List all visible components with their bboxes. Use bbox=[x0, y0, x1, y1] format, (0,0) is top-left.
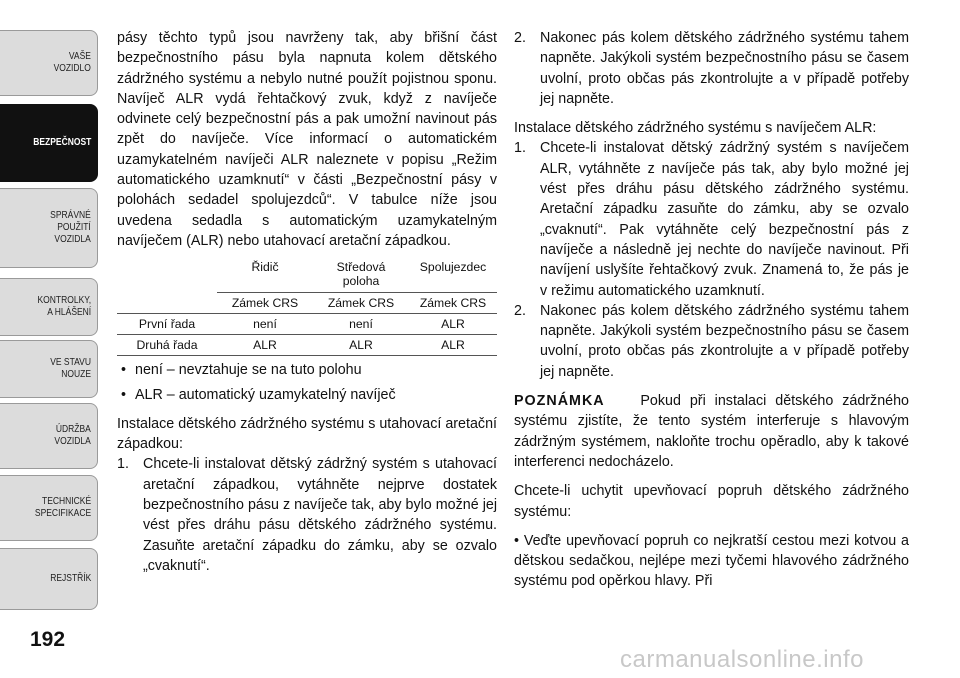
tab-label: KONTROLKY, A HLÁŠENÍ bbox=[37, 295, 91, 318]
page-number: 192 bbox=[30, 628, 66, 651]
step-number: 2. bbox=[514, 302, 526, 319]
table-row bbox=[117, 335, 497, 356]
step-number: 2. bbox=[514, 30, 526, 46]
step-number: 1. bbox=[514, 140, 526, 157]
tab-label: TECHNICKÉ SPECIFIKACE bbox=[34, 496, 91, 519]
paragraph-tether-heading: Chcete-li uchytit upevňovací popruh dětského zádržného systému: bbox=[514, 483, 909, 520]
bullet-icon: • bbox=[121, 362, 127, 379]
tab-technicke-specifikace[interactable] bbox=[0, 475, 98, 541]
paragraph-latch-heading: Instalace dětského zádržného systému s utahovací aretační západkou: bbox=[117, 415, 497, 453]
table-cell: Zámek CRS bbox=[217, 293, 313, 314]
watermark: carmanualsonline.info bbox=[620, 646, 864, 673]
step-number: 1. bbox=[117, 456, 129, 473]
chapter-sidebar bbox=[0, 0, 110, 678]
table-cell: Zámek CRS bbox=[313, 293, 409, 314]
tab-bezpecnost[interactable] bbox=[0, 104, 98, 182]
table-header-row bbox=[117, 257, 497, 293]
tab-udrzba-vozidla[interactable] bbox=[0, 403, 98, 469]
paragraph-alr-description: pásy těchto typů jsou navrženy tak, aby břišní část bezpečnostního pásu byla napnuta kolem dětského zádržného systému a nebylo nutné použít pojistnou sponu. Navíječ ALR vydá řehtačkový zvuk, když z navíječe odvinete celý bezpečnostní pás a pak umožní navinout pás zpět do navíječe. Více informací o automatickém uzamykatelném navíječi ALR naleznete v popisu „Režim automatického uzamknutí“ v části „Bezpečnostní pásy v polohách sedadel spolujezdců“. V tabulce níže jsou uvedena sedadla s automatickým uzamykatelným navíječem (ALR) nebo utahovací aretační západkou. bbox=[117, 30, 497, 249]
table-cell: není bbox=[313, 314, 409, 335]
note-paragraph bbox=[514, 391, 909, 472]
table-header-cell bbox=[313, 257, 409, 293]
list-item bbox=[117, 454, 497, 576]
note-text: Pokud při instalaci dětského zádržného systému zjistíte, že tento systém interferuje s hlavovým zádržným systémem, nakloňte trochu opěradlo, aby k takové interferenci nedocházelo. bbox=[514, 393, 909, 470]
table-cell: ALR bbox=[409, 314, 497, 335]
legend-list bbox=[117, 360, 497, 405]
table-cell bbox=[117, 293, 217, 314]
list-item bbox=[514, 28, 909, 109]
table-cell: není bbox=[217, 314, 313, 335]
table-header-text: Středová poloha bbox=[336, 260, 386, 289]
tab-kontrolky-a-hlaseni[interactable] bbox=[0, 278, 98, 336]
list-item bbox=[117, 385, 497, 405]
step-text: Chcete-li instalovat dětský zádržný systém s utahovací aretační západkou, vytáhněte nejprve dostatek bezpečnostního pásu z navíječe tak, aby bylo možné jej vést přes dráhu pásu dětského zádržného systému. Zasuňte aretační západku do zámku, aby se ozvalo „cvaknutí“. bbox=[143, 456, 497, 574]
table-row-label: Druhá řada bbox=[117, 335, 217, 356]
latch-steps-continued bbox=[514, 28, 909, 109]
tab-label: VE STAVU NOUZE bbox=[50, 357, 91, 380]
step-text: Nakonec pás kolem dětského zádržného systému tahem napněte. Jakýkoli systém bezpečnostního pásu se časem uvolní, proto občas pás zkontrolujte a v případě potřeby jej napněte. bbox=[540, 302, 909, 380]
bullet-icon: • bbox=[121, 386, 127, 403]
list-item bbox=[117, 360, 497, 380]
tab-label: VAŠE VOZIDLO bbox=[53, 51, 91, 74]
tab-label: REJSTŘÍK bbox=[49, 573, 91, 584]
alr-steps bbox=[514, 138, 909, 382]
table-cell: ALR bbox=[313, 335, 409, 356]
latch-steps bbox=[117, 454, 497, 576]
tab-label: SPRÁVNÉ POUŽITÍ VOZIDLA bbox=[50, 210, 91, 245]
paragraph-alr-heading: Instalace dětského zádržného systému s navíječem ALR: bbox=[514, 120, 877, 137]
step-text: Nakonec pás kolem dětského zádržného systému tahem napněte. Jakýkoli systém bezpečnostního pásu se časem uvolní, proto občas pás zkontrolujte a v případě potřeby jej napněte. bbox=[540, 30, 909, 107]
list-item bbox=[514, 138, 909, 300]
table-cell: Zámek CRS bbox=[409, 293, 497, 314]
tab-ve-stavu-nouze[interactable] bbox=[0, 340, 98, 398]
list-item-text: ALR – automatický uzamykatelný navíječ bbox=[135, 386, 396, 403]
step-text: Chcete-li instalovat dětský zádržný systém s navíječem ALR, vytáhněte z navíječe pás tak, aby bylo možné jej vést přes dráhu pásu dětského zádržného systému. Aretační západku zasuňte do zámku, aby se ozvalo „cvaknutí“. Pak vytáhněte celý bezpečnostní pás z navíječe a následně jej nechte do navíječe navinout. Při navíjení uslyšíte řehtačkový zvuk. Znamená to, že pás je v režimu automatického uzamknutí. bbox=[540, 140, 909, 299]
tab-rejstrik[interactable] bbox=[0, 548, 98, 610]
table-cell: ALR bbox=[217, 335, 313, 356]
table-subheader-row bbox=[117, 293, 497, 314]
table-cell: ALR bbox=[409, 335, 497, 356]
right-column bbox=[514, 28, 909, 592]
tab-label: ÚDRŽBA VOZIDLA bbox=[54, 424, 91, 447]
table-header-cell: Řidič bbox=[251, 260, 279, 275]
tab-label: BEZPEČNOST bbox=[32, 137, 91, 148]
table-header-cell bbox=[117, 257, 217, 293]
note-label: POZNÁMKA bbox=[514, 393, 605, 410]
left-column bbox=[117, 28, 497, 576]
table-header-cell: Spolujezdec bbox=[419, 260, 487, 275]
list-item bbox=[514, 301, 909, 382]
seat-table bbox=[117, 257, 497, 356]
tether-bullet: • Veďte upevňovací popruh co nejkratší cestou mezi kotvou a dětskou sedačkou, nejlépe mezi tyčemi hlavového zádržného systému pod opěrkou hlavy. Při bbox=[514, 532, 909, 590]
table-row bbox=[117, 314, 497, 335]
tab-spravne-pouziti-vozidla[interactable] bbox=[0, 188, 98, 268]
tab-vase-vozidlo[interactable] bbox=[0, 30, 98, 96]
list-item-text: není – nevztahuje se na tuto polohu bbox=[135, 362, 362, 379]
table-row-label: První řada bbox=[117, 314, 217, 335]
